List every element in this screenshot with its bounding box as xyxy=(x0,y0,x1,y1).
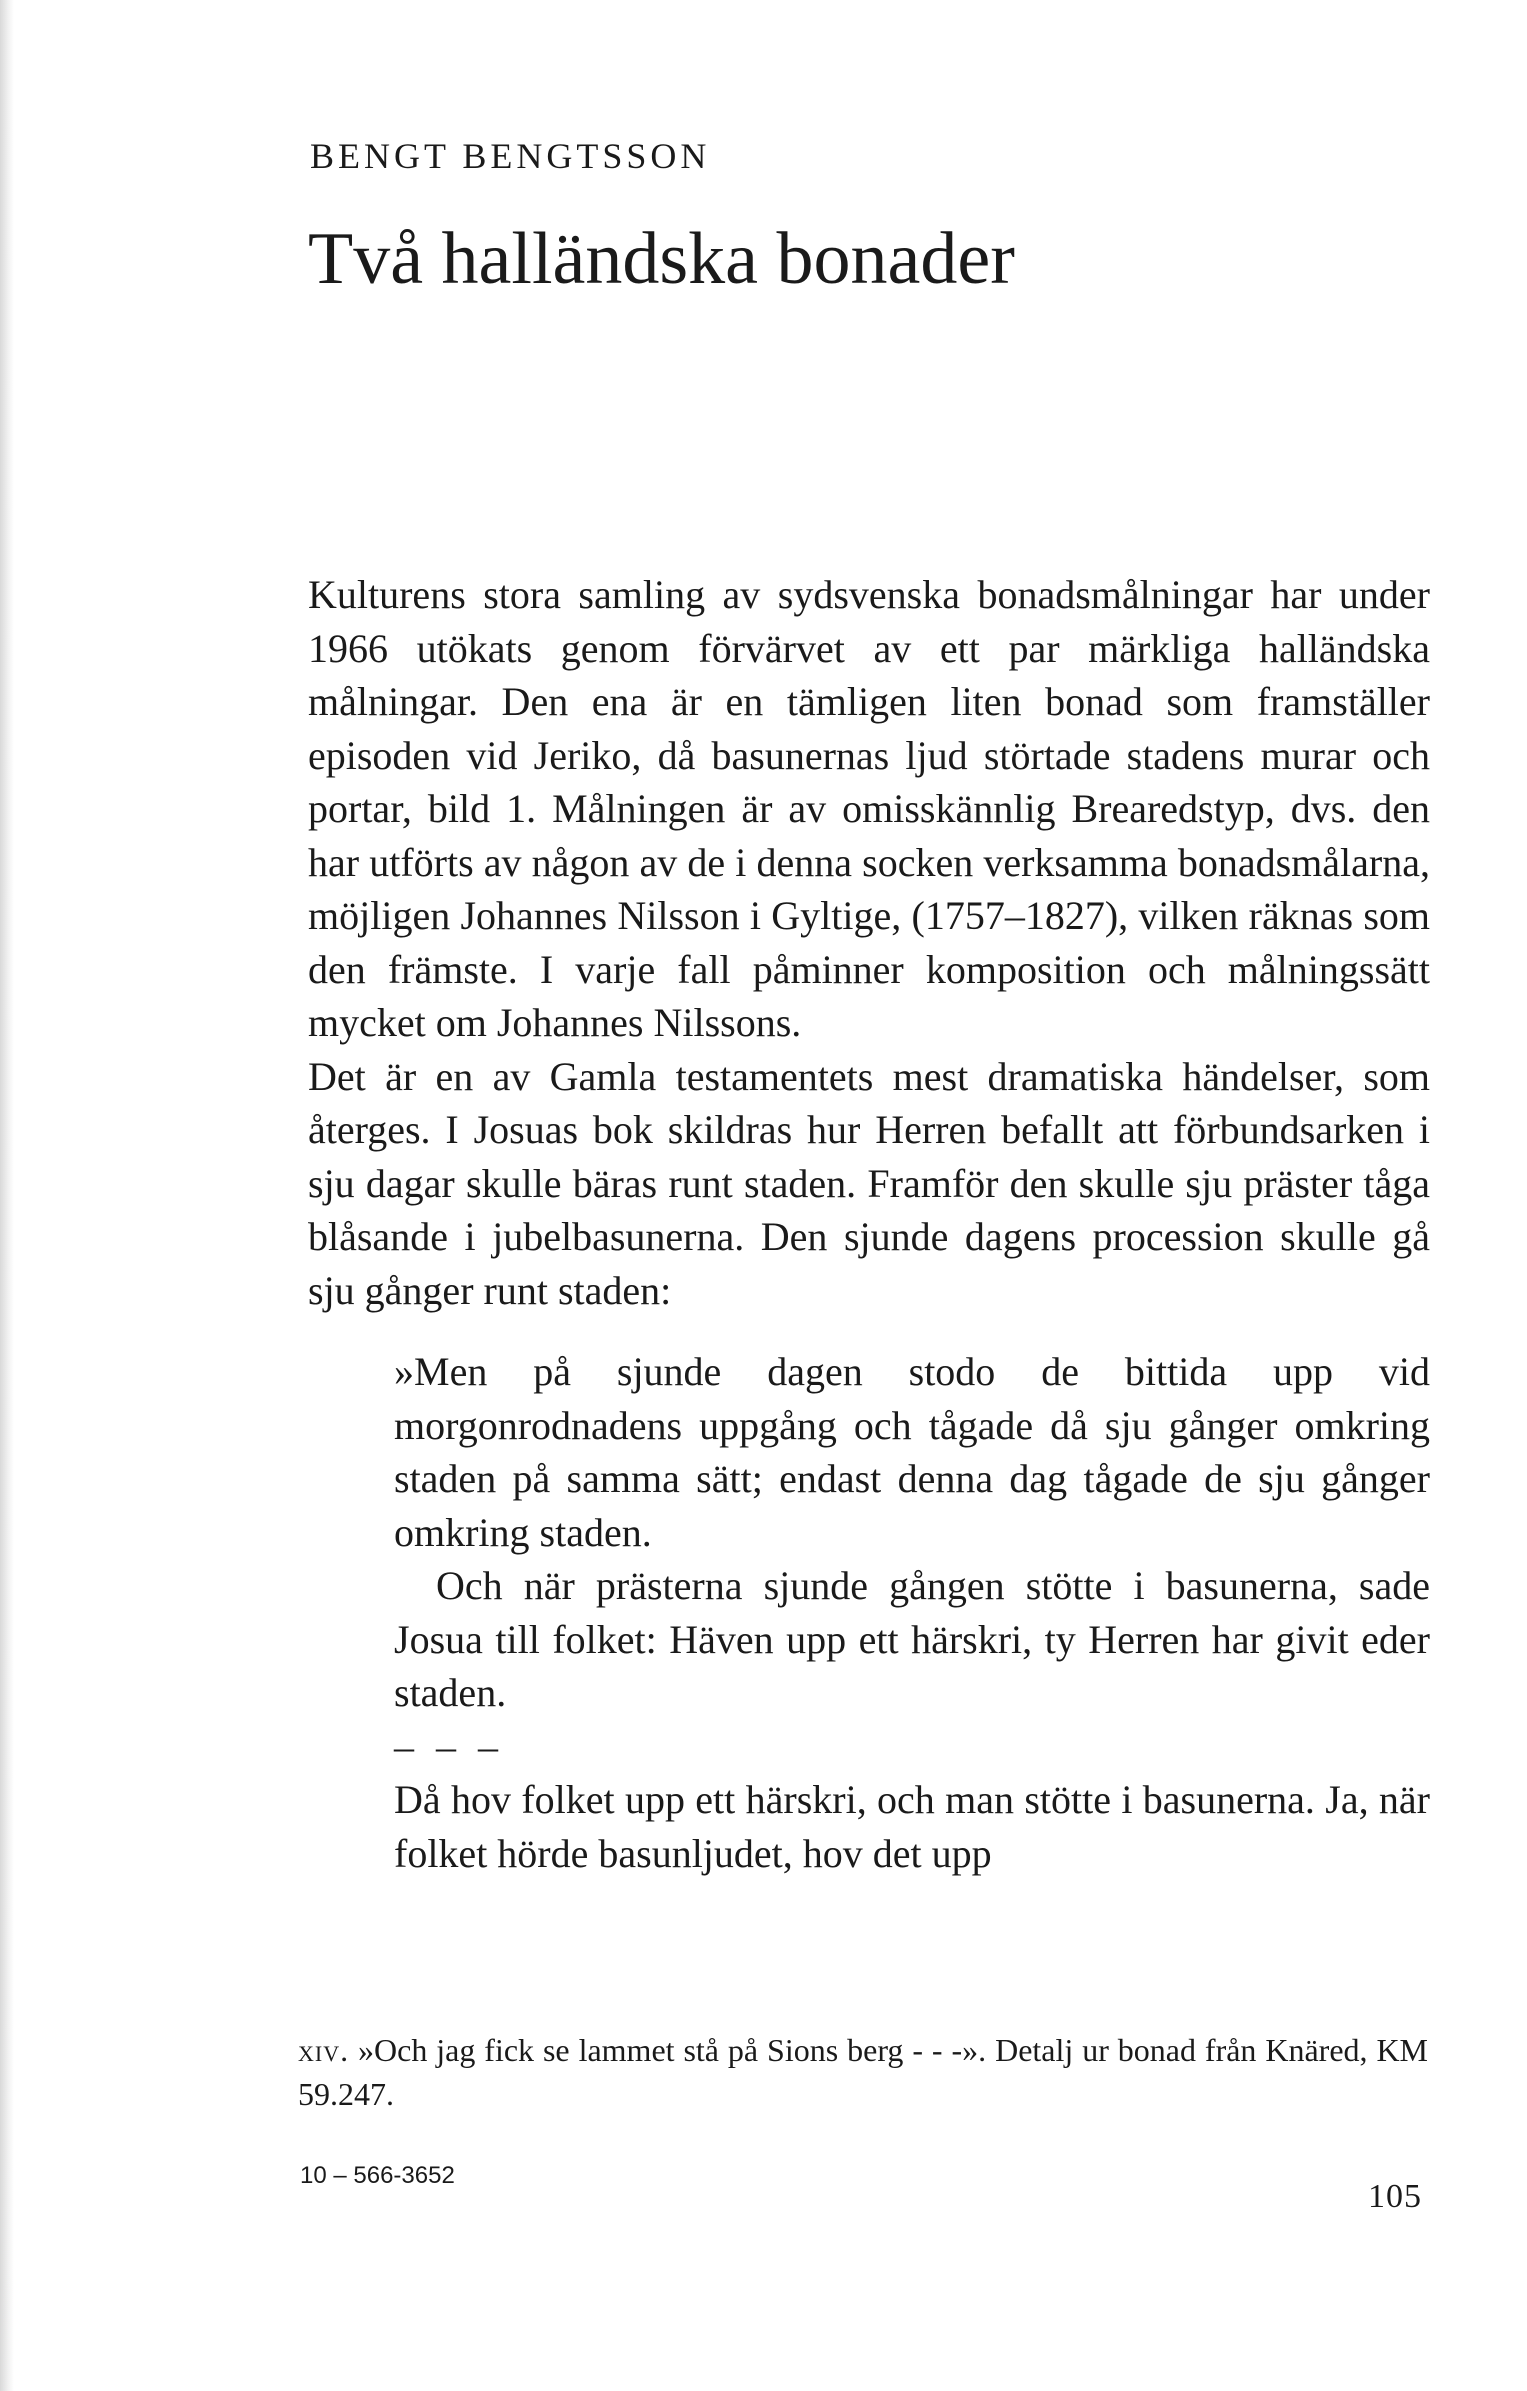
scan-edge-shadow xyxy=(0,0,14,2391)
body-paragraph-1: Kulturens stora samling av sydsvenska bonadsmålningar har under 1966 utökats genom förvärvet av ett par märkliga halländska målningar. Den ena är en tämligen liten bonad som framställer episoden vid Jeriko, då basunernas ljud störtade stadens murar och portar, bild 1. Målningen är av omisskännlig Brearedstyp, dvs. den har utförts av någon av de i denna socken verksamma bonadsmålarna, möjligen Johannes Nilsson i Gyltige, (1757–1827), vilken räknas som den främste. I varje fall påminner komposition och målningssätt mycket om Johannes Nilssons. xyxy=(308,572,1430,1045)
bible-quotation xyxy=(394,1345,1430,1880)
quote-part-2: Och när prästerna sjunde gången stötte i basunerna, sade Josua till folket: Häven upp ett härskri, ty Herren har givit eder staden. xyxy=(394,1563,1430,1715)
quote-omission-dashes: – – – xyxy=(394,1723,504,1769)
figure-caption xyxy=(298,2028,1428,2116)
page-number: 105 xyxy=(1368,2178,1422,2215)
print-code: 10 – 566-3652 xyxy=(300,2162,455,2189)
body-paragraph-2: Det är en av Gamla testamentets mest dramatiska händelser, som återges. I Josuas bok skildras hur Herren befallt att förbundsarken i sju dagar skulle bäras runt staden. Framför den skulle sju präster tåga blåsande i jubelbasunerna. Den sjunde dagens procession skulle gå sju gånger runt staden: xyxy=(308,1053,1430,1313)
author-name: BENGT BENGTSSON xyxy=(310,136,711,176)
article-body xyxy=(308,568,1430,1880)
caption-text: »Och jag fick se lammet stå på Sions berg - - -». Detalj ur bonad från Knäred, KM 59.247. xyxy=(298,2032,1429,2112)
quote-part-1: »Men på sjunde dagen stodo de bittida upp vid morgonrodnadens uppgång och tågade då sju gånger omkring staden på samma sätt; endast denna dag tågade de sju gånger omkring staden. xyxy=(394,1349,1430,1555)
article-title: Två halländska bonader xyxy=(308,218,1015,300)
quote-part-3: Då hov folket upp ett härskri, och man stötte i basunerna. Ja, när folket hörde basunljudet, hov det upp xyxy=(394,1777,1430,1876)
caption-number: xiv. xyxy=(298,2032,350,2068)
